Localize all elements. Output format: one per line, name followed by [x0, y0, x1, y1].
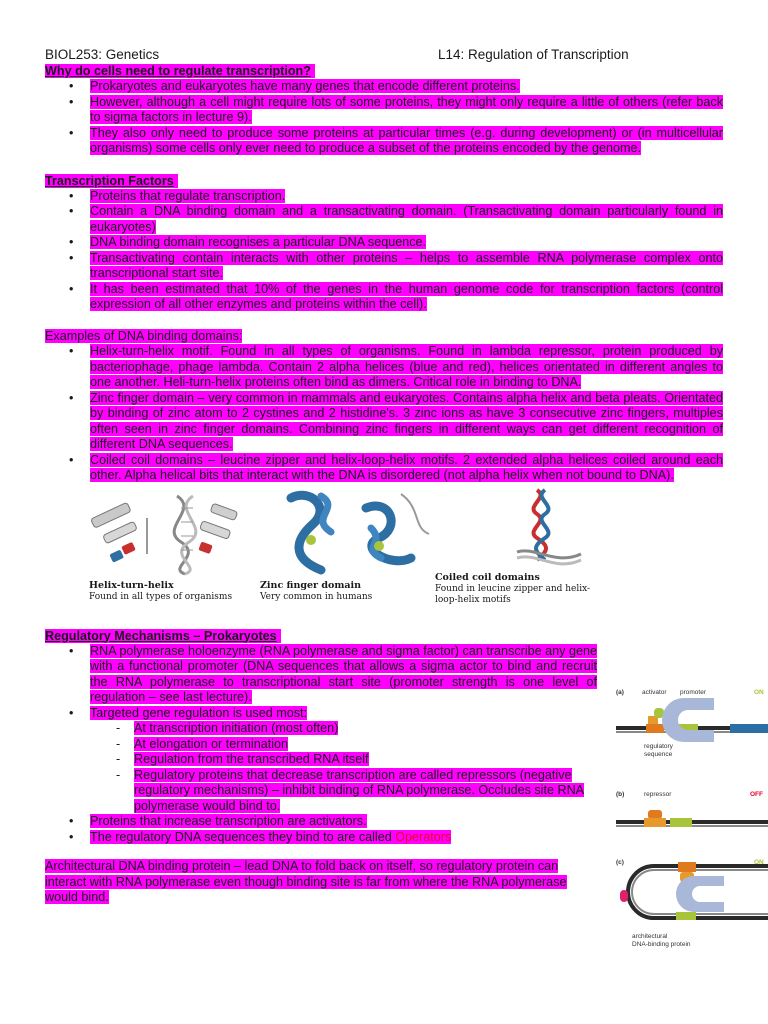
htH-caption: Helix-turn-helix Found in all types of organisms [89, 579, 233, 602]
list-item: • Contain a DNA binding domain and a transactivating domain. (Transactivating domain particularly found in eukaryotes) [45, 204, 723, 235]
zinc-finger-figure [251, 488, 431, 578]
list-item: • They also only need to produce some proteins at particular times (e.g. during development) or (in multicellular organisms) some cells only ever need to produce a subset of the proteins encoded by the genome. [45, 126, 723, 157]
list-item: • Proteins that increase transcription are activators. [45, 814, 597, 830]
list-item: • However, although a cell might require lots of some proteins, they might only require a little of others (refer back to sigma factors in lecture 9). [45, 95, 723, 126]
list-item: - At elongation or termination [45, 737, 597, 753]
list-item: - Regulatory proteins that decrease transcription are called repressors (negative regulatory mechanisms) – inhibit binding of RNA polymerase. Occludes site RNA polymerase would bind to. [45, 768, 597, 815]
lecture-title: L14: Regulation of Transcription [438, 47, 629, 62]
list-item: • DNA binding domain recognises a particular DNA sequence. [45, 235, 723, 251]
list-item: • Zinc finger domain – very common in mammals and eukaryotes. Contains alpha helix and beta pleats. Orientated by binding of zinc atom to 2 cystines and 2 histidine's. 3 zinc ions as have 3 consecutive zinc fingers, multiples often seen in zinc finger domains. Combining zinc fingers in different ways can get different recognition of different DNA sequences. [45, 391, 723, 453]
arch-label-2: DNA-binding protein [632, 941, 691, 948]
operators-term: Operators [395, 829, 452, 844]
on-label-a: ON [754, 689, 764, 696]
prok-content [45, 644, 597, 906]
section-title-prok: Regulatory Mechanisms – Prokaryotes [45, 628, 723, 644]
list-item: - Regulation from the transcribed RNA itself [45, 752, 597, 768]
label-b: (b) [616, 791, 625, 798]
tf-bullets [45, 189, 723, 313]
architectural-paragraph: Architectural DNA binding protein – lead DNA to fold back on itself, so regulatory protein can interact with RNA polymerase even though binding site is far from where the RNA polymerase would bind. [45, 859, 567, 904]
why-bullets [45, 79, 723, 157]
list-item: • Prokaryotes and eukaryotes have many genes that encode different proteins. [45, 79, 723, 95]
list-item: • Proteins that regulate transcription. [45, 189, 723, 205]
list-item: - At transcription initiation (most often) [45, 721, 597, 737]
list-item: • It has been estimated that 10% of the genes in the human genome code for transcription factors (control expression of all other enzymes and proteins within the cell). [45, 282, 723, 313]
label-c: (c) [616, 859, 624, 866]
helix-turn-helix-figure [89, 488, 239, 576]
reg-seq-label-2: sequence [644, 751, 673, 758]
activator-label: activator [642, 689, 667, 696]
coiled-coil-figure [515, 488, 585, 568]
dna-binding-domain-figures [45, 488, 723, 616]
promoter-label: promoter [680, 689, 707, 696]
repressor-label: repressor [644, 791, 672, 798]
prok-bullets [45, 644, 597, 846]
examples-intro: Examples of DNA binding domains: [45, 328, 243, 343]
list-item: • Helix-turn-helix motif. Found in all types of organisms. Found in lambda repressor, protein produced by bacteriophage, phage lambda. Contain 2 alpha helices (blue and red), helices orientated in different angles to one another. Heli-turn-helix proteins often bind as dimers. Critical role in binding to DNA. [45, 344, 723, 391]
label-a: (a) [616, 689, 624, 696]
on-label-c: ON [754, 859, 764, 866]
examples-bullets [45, 344, 723, 484]
list-item: • Targeted gene regulation is used most: [45, 706, 597, 722]
list-item: • The regulatory DNA sequences they bind to are called Operators [45, 830, 597, 846]
list-item: • Coiled coil domains – leucine zipper and helix-loop-helix motifs. 2 extended alpha helices coiled around each other. Alpha helical bits that interact with the DNA is disordered (not alpha helix when not bound to DNA). [45, 453, 723, 484]
page-header [45, 46, 723, 63]
regulation-diagram [614, 686, 768, 966]
list-item: • Transactivating contain interacts with other proteins – helps to assemble RNA polymerase complex onto transcriptional start site. [45, 251, 723, 282]
cc-caption: Coiled coil domains Found in leucine zipper and helix-loop-helix motifs [435, 571, 591, 605]
list-item: • RNA polymerase holoenzyme (RNA polymerase and sigma factor) can transcribe any gene with a functional promoter (DNA sequences that allows a sigma actor to bind and recruit the RNA polymerase to transcriptional start site (promoter strength is one level of regulation – see last lecture). [45, 644, 597, 706]
section-title-tf: Transcription Factors [45, 173, 723, 189]
reg-seq-label-1: regulatory [644, 743, 673, 750]
section-title-why: Why do cells need to regulate transcription? [45, 63, 723, 79]
off-label: OFF [750, 791, 763, 798]
course-title: BIOL253: Genetics [45, 47, 160, 62]
arch-label-1: architectural [632, 933, 668, 940]
zf-caption: Zinc finger domain Very common in humans [260, 579, 373, 602]
